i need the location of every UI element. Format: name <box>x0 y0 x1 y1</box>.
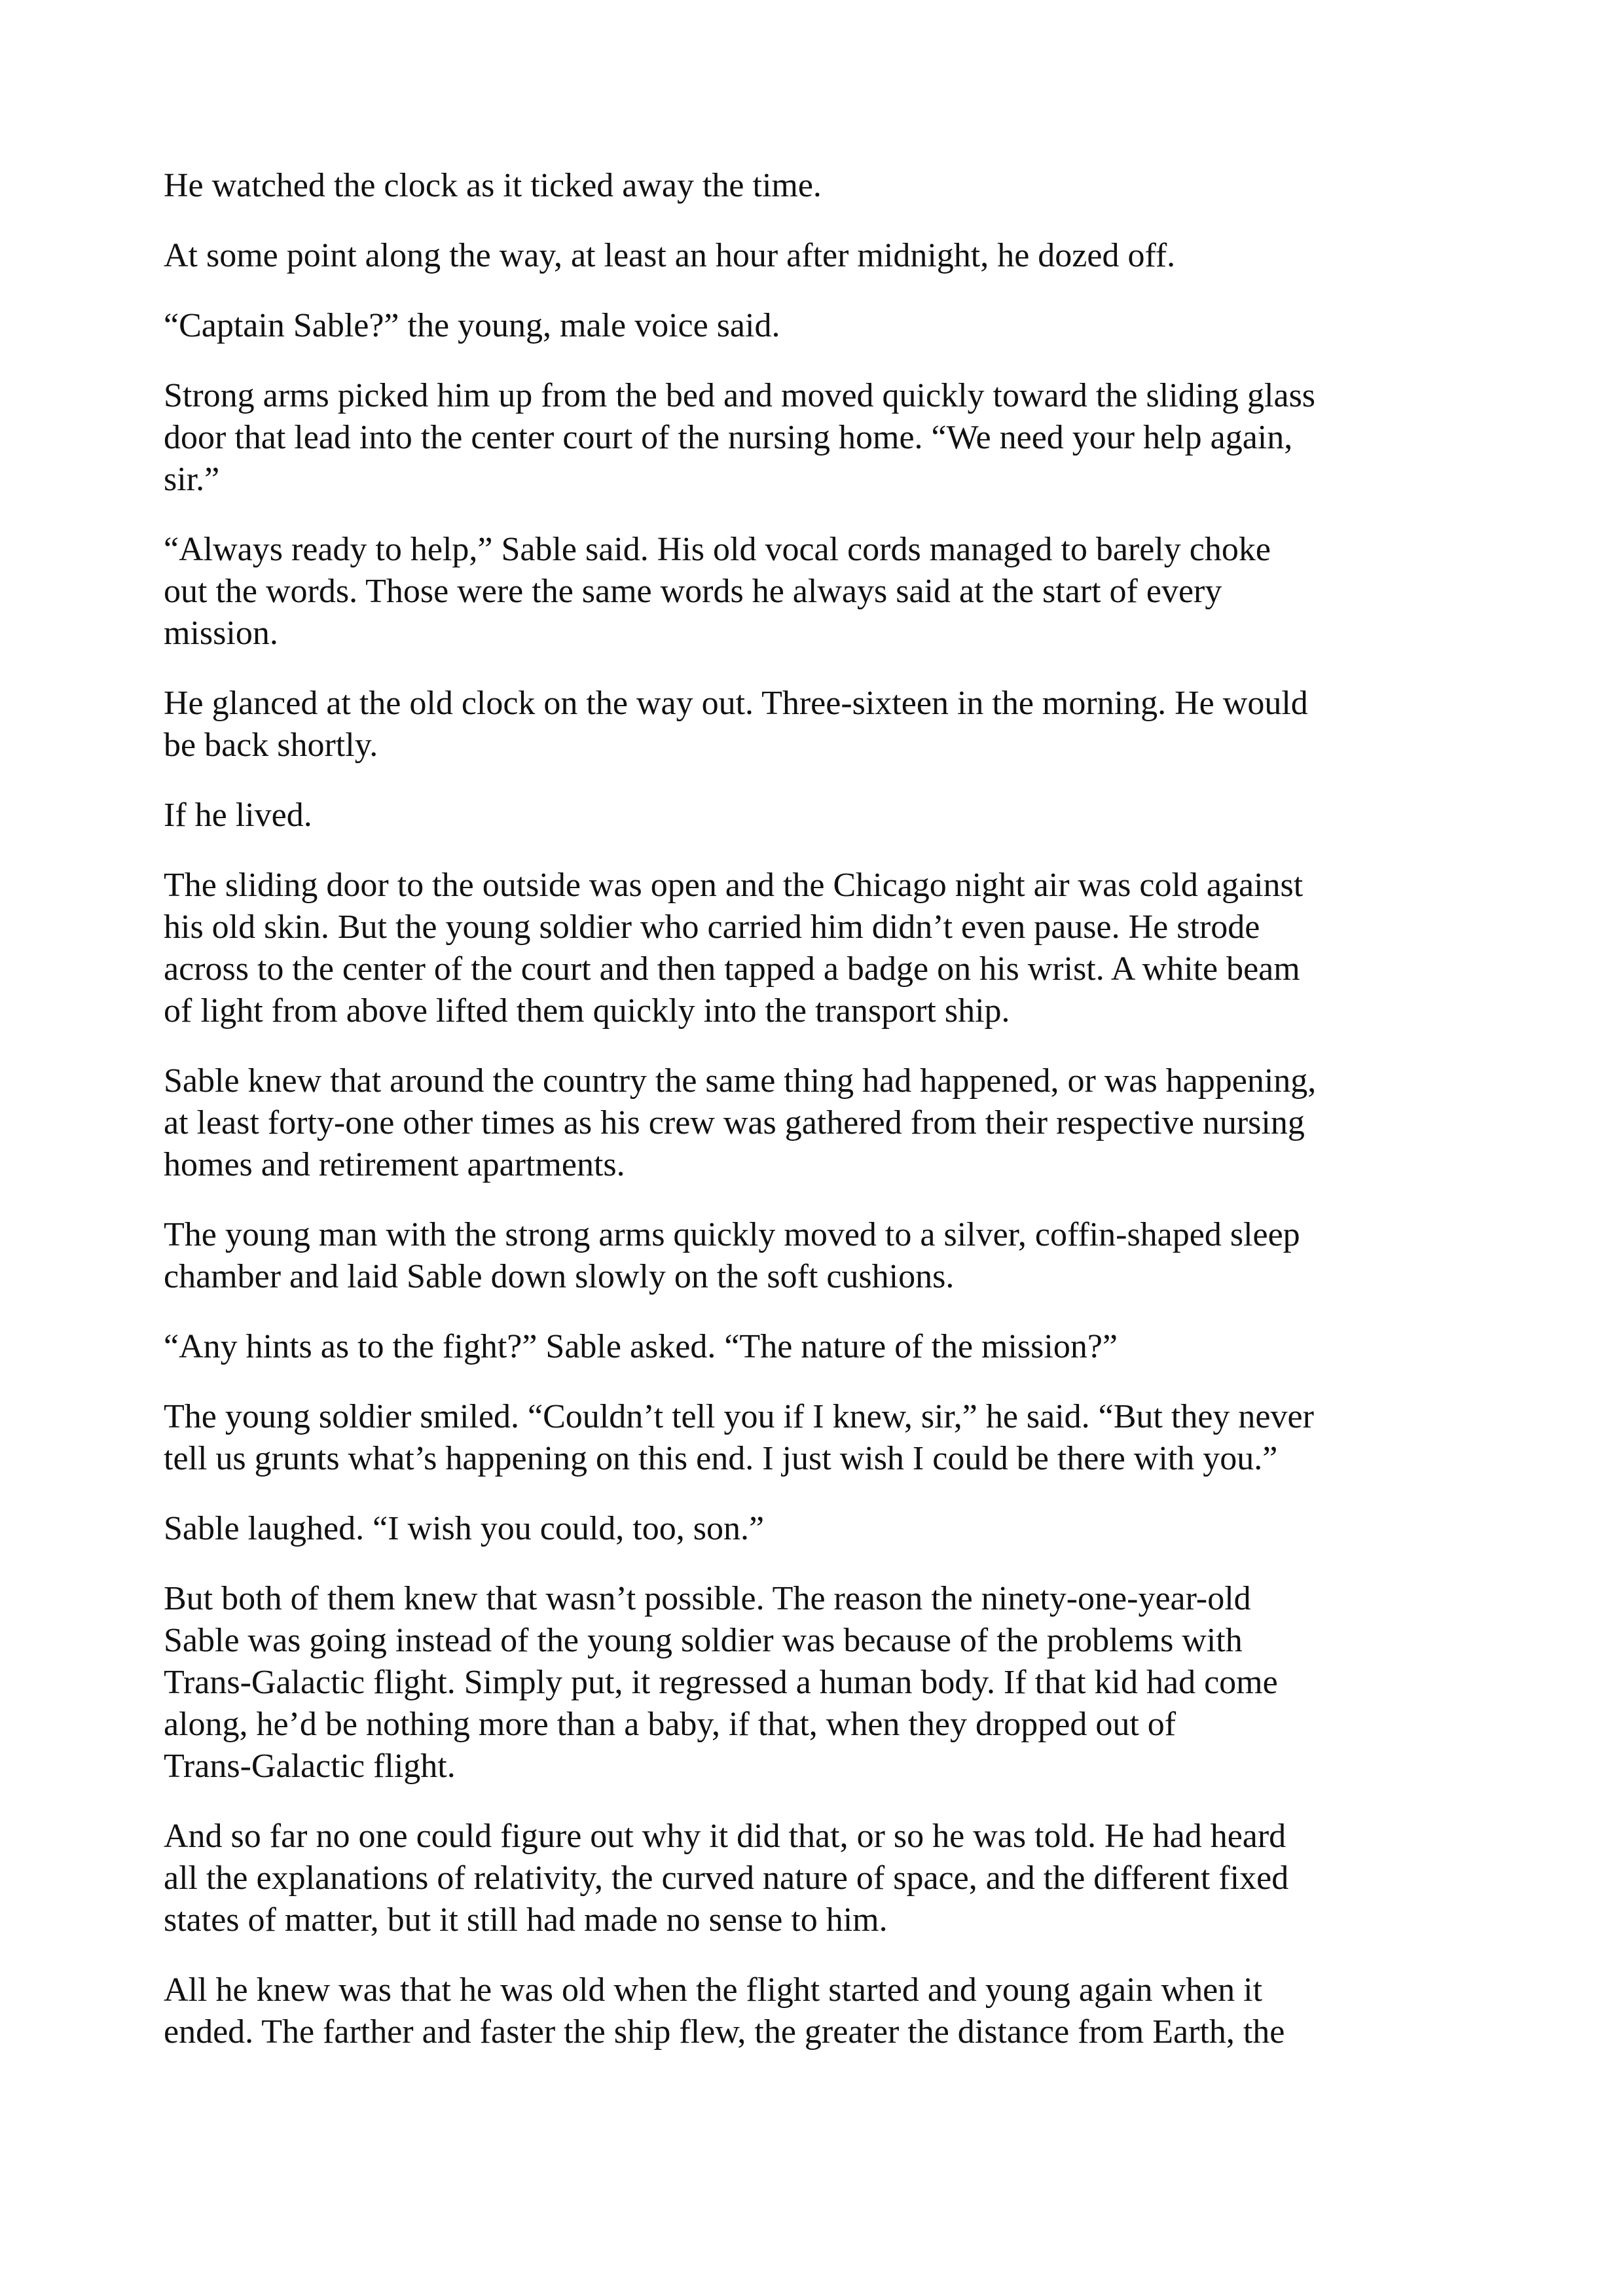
text-line: chamber and laid Sable down slowly on the soft cushions. <box>164 1258 955 1295</box>
paragraph <box>164 865 1470 1032</box>
body-text <box>164 165 1470 2081</box>
text-line: door that lead into the center court of the nursing home. “We need your help again, <box>164 419 1293 456</box>
text-line: At some point along the way, at least an hour after midnight, he dozed off. <box>164 237 1176 274</box>
paragraph <box>164 1214 1470 1298</box>
text-line: The sliding door to the outside was open and the Chicago night air was cold against <box>164 867 1304 904</box>
text-line: “Captain Sable?” the young, male voice said. <box>164 307 780 344</box>
text-line: Sable knew that around the country the same thing had happened, or was happening, <box>164 1062 1317 1100</box>
text-line: across to the center of the court and then tapped a badge on his wrist. A white beam <box>164 950 1300 988</box>
text-line: Sable was going instead of the young soldier was because of the problems with <box>164 1622 1243 1659</box>
text-line: Trans-Galactic flight. <box>164 1748 456 1785</box>
text-line: his old skin. But the young soldier who carried him didn’t even pause. He strode <box>164 908 1260 946</box>
text-line: along, he’d be nothing more than a baby, if that, when they dropped out of <box>164 1706 1176 1743</box>
text-line: out the words. Those were the same words he always said at the start of every <box>164 573 1222 610</box>
text-line: The young soldier smiled. “Couldn’t tell you if I knew, sir,” he said. “But they never <box>164 1398 1314 1435</box>
text-line: “Any hints as to the fight?” Sable asked. “The nature of the mission?” <box>164 1328 1118 1365</box>
text-line: tell us grunts what’s happening on this end. I just wish I could be there with you.” <box>164 1440 1278 1477</box>
paragraph <box>164 1326 1470 1368</box>
paragraph <box>164 529 1470 655</box>
text-line: be back shortly. <box>164 726 378 764</box>
text-line: But both of them knew that wasn’t possible. The reason the ninety-one-year-old <box>164 1580 1251 1617</box>
text-line: ended. The farther and faster the ship flew, the greater the distance from Earth, the <box>164 2013 1285 2051</box>
paragraph <box>164 1578 1470 1787</box>
text-line: states of matter, but it still had made no sense to him. <box>164 1901 888 1939</box>
paragraph <box>164 165 1470 207</box>
text-line: If he lived. <box>164 797 312 834</box>
text-line: all the explanations of relativity, the curved nature of space, and the different fixed <box>164 1859 1289 1897</box>
text-line: Sable laughed. “I wish you could, too, son.” <box>164 1510 765 1547</box>
text-line: He glanced at the old clock on the way out. Three-sixteen in the morning. He would <box>164 685 1308 722</box>
paragraph <box>164 235 1470 277</box>
text-line: And so far no one could figure out why it did that, or so he was told. He had heard <box>164 1818 1286 1855</box>
text-line: mission. <box>164 615 278 652</box>
paragraph <box>164 795 1470 836</box>
text-line: Trans-Galactic flight. Simply put, it regressed a human body. If that kid had come <box>164 1664 1278 1701</box>
text-line: of light from above lifted them quickly into the transport ship. <box>164 992 1010 1030</box>
paragraph <box>164 305 1470 347</box>
text-line: sir.” <box>164 461 220 498</box>
text-line: The young man with the strong arms quickly moved to a silver, coffin-shaped sleep <box>164 1216 1300 1253</box>
text-line: He watched the clock as it ticked away the time. <box>164 167 822 204</box>
paragraph <box>164 1816 1470 1941</box>
paragraph <box>164 375 1470 501</box>
text-line: at least forty-one other times as his crew was gathered from their respective nursing <box>164 1104 1305 1141</box>
paragraph <box>164 1396 1470 1480</box>
paragraph <box>164 1508 1470 1550</box>
text-line: Strong arms picked him up from the bed and moved quickly toward the sliding glass <box>164 377 1316 414</box>
paragraph <box>164 1060 1470 1186</box>
text-line: All he knew was that he was old when the flight started and young again when it <box>164 1971 1263 2009</box>
text-line: “Always ready to help,” Sable said. His old vocal cords managed to barely choke <box>164 531 1271 568</box>
paragraph <box>164 1969 1470 2053</box>
text-line: homes and retirement apartments. <box>164 1146 625 1183</box>
paragraph <box>164 683 1470 766</box>
